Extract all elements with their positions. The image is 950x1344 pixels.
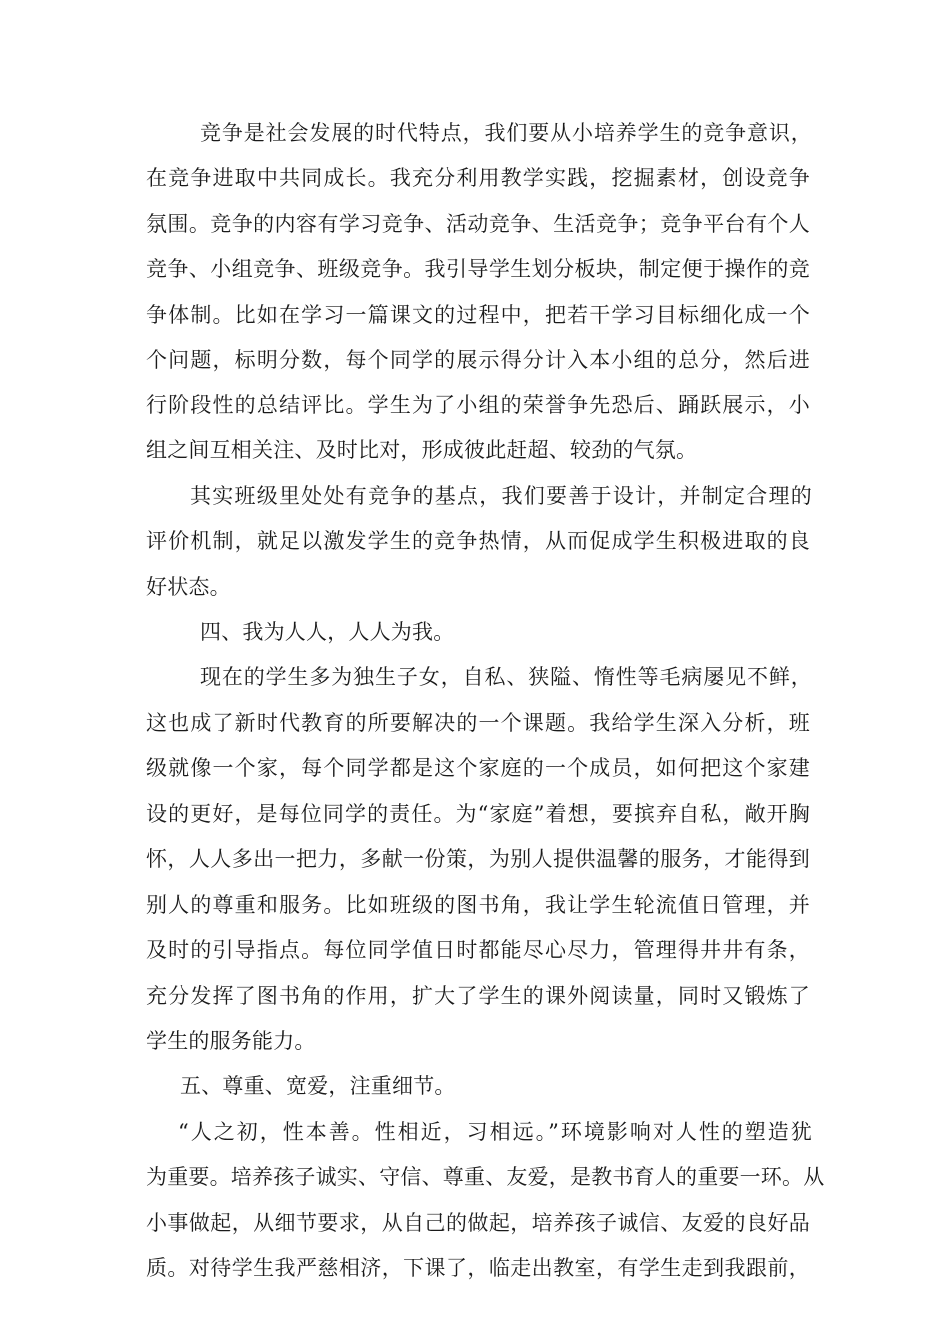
text-line: “人之初，性本善。性相近，习相远。”环境影响对人性的塑造犹 bbox=[178, 1120, 812, 1144]
text-line: 充分发挥了图书角的作用，扩大了学生的课外阅读量，同时又锻炼了 bbox=[146, 984, 810, 1008]
text-line: 质。对待学生我严慈相济，下课了，临走出教室，有学生走到我跟前， bbox=[146, 1256, 810, 1280]
section-heading: 四、我为人人，人人为我。 bbox=[200, 620, 455, 644]
text-line: 小事做起，从细节要求，从自己的做起，培养孩子诚信、友爱的良好品 bbox=[146, 1211, 810, 1235]
text-line: 竞争是社会发展的时代特点，我们要从小培养学生的竞争意识， bbox=[200, 121, 812, 145]
text-line: 在竞争进取中共同成长。我充分利用教学实践，挖掘素材，创设竞争 bbox=[146, 166, 810, 190]
text-line: 及时的引导指点。每位同学值日时都能尽心尽力，管理得井井有条， bbox=[146, 938, 810, 962]
text-line: 这也成了新时代教育的所要解决的一个课题。我给学生深入分析，班 bbox=[146, 711, 810, 735]
text-line: 为重要。培养孩子诚实、守信、尊重、友爱，是教书育人的重要一环。从 bbox=[146, 1165, 825, 1189]
text-line: 别人的尊重和服务。比如班级的图书角，我让学生轮流值日管理，并 bbox=[146, 893, 810, 917]
text-line: 争体制。比如在学习一篇课文的过程中，把若干学习目标细化成一个 bbox=[146, 303, 810, 327]
text-line: 竞争、小组竞争、班级竞争。我引导学生划分板块，制定便于操作的竞 bbox=[146, 257, 810, 281]
text-line: 个问题，标明分数，每个同学的展示得分计入本小组的总分，然后进 bbox=[146, 348, 810, 372]
text-line: 好状态。 bbox=[146, 575, 231, 599]
text-line: 氛围。竞争的内容有学习竞争、活动竞争、生活竞争；竞争平台有个人 bbox=[146, 212, 810, 236]
text-line: 学生的服务能力。 bbox=[146, 1029, 316, 1053]
text-line: 设的更好，是每位同学的责任。为“家庭”着想，要摈弃自私，敞开胸 bbox=[146, 802, 810, 826]
text-line: 行阶段性的总结评比。学生为了小组的荣誉争先恐后、踊跃展示，小 bbox=[146, 393, 810, 417]
text-line: 级就像一个家，每个同学都是这个家庭的一个成员，如何把这个家建 bbox=[146, 756, 810, 780]
text-line: 其实班级里处处有竞争的基点，我们要善于设计，并制定合理的 bbox=[190, 484, 812, 508]
text-line: 评价机制，就足以激发学生的竞争热情，从而促成学生积极进取的良 bbox=[146, 529, 810, 553]
text-line: 现在的学生多为独生子女，自私、狭隘、惰性等毛病屡见不鲜， bbox=[200, 665, 812, 689]
text-line: 组之间互相关注、及时比对，形成彼此赶超、较劲的气氛。 bbox=[146, 438, 698, 462]
text-line: 怀，人人多出一把力，多献一份策，为别人提供温馨的服务，才能得到 bbox=[146, 847, 810, 871]
section-heading: 五、尊重、宽爱，注重细节。 bbox=[180, 1074, 456, 1098]
